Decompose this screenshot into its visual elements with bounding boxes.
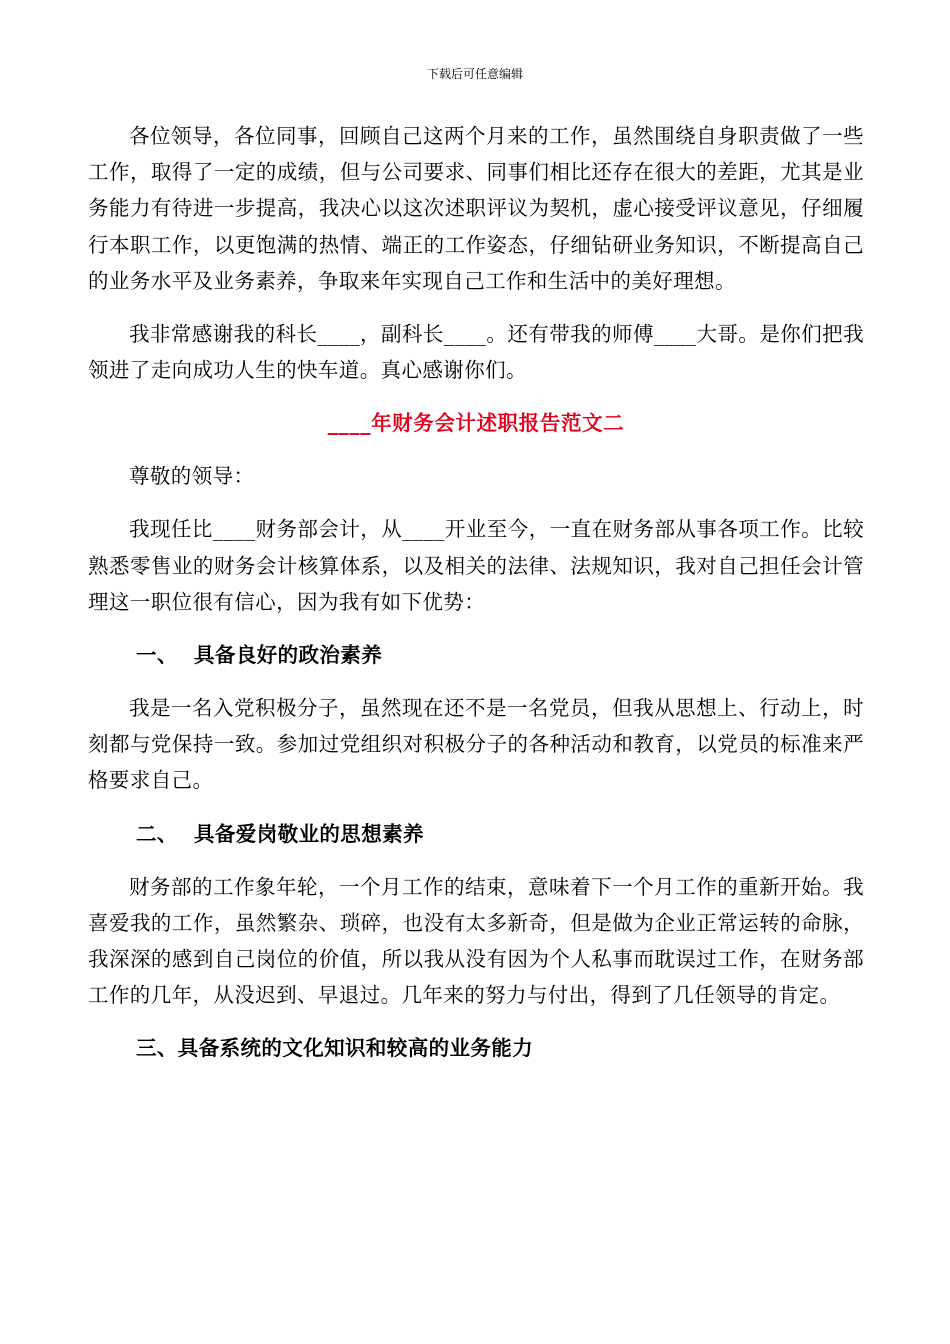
paragraph-review: 各位领导，各位同事，回顾自己这两个月来的工作，虽然围绕自身职责做了一些工作，取得了一定的成绩，但与公司要求、同事们相比还存在很大的差距，尤其是业务能力有待进一步提高，我决心以这次述职评议为契机，虚心接受评议意见，仔细履行本职工作，以更饱满的热情、端正的工作姿态，仔细钻研业务知识，不断提高自己的业务水平及业务素养，争取来年实现自己工作和生活中的美好理想。 xyxy=(88,124,864,293)
heading-text: 具备良好的政治素养 xyxy=(194,643,383,668)
heading-political xyxy=(88,637,864,673)
header-note: 下载后可任意编辑 xyxy=(426,67,523,81)
heading-dedication xyxy=(88,816,864,852)
paragraph-political: 我是一名入党积极分子，虽然现在还不是一名党员，但我从思想上、行动上，时刻都与党保持一致。参加过党组织对积极分子的各种活动和教育，以党员的标准来严格要求自己。 xyxy=(88,696,864,793)
paragraph-thanks: 我非常感谢我的科长____，副科长____。还有带我的师傅____大哥。是你们把我领进了走向成功人生的快车道。真心感谢你们。 xyxy=(88,322,864,383)
heading-text: 具备爱岗敬业的思想素养 xyxy=(194,821,424,846)
section-title: ____年财务会计述职报告范文二 xyxy=(327,411,625,436)
paragraph-dedication: 财务部的工作象年轮，一个月工作的结束，意味着下一个月工作的重新开始。我喜爱我的工作，虽然繁杂、琐碎，也没有太多新奇，但是做为企业正常运转的命脉，我深深的感到自己岗位的价值，所以我从没有因为个人私事而耽误过工作，在财务部工作的几年，从没迟到、早退过。几年来的努力与付出，得到了几任领导的肯定。 xyxy=(88,874,864,1008)
paragraph-intro: 我现任比____财务部会计，从____开业至今，一直在财务部从事各项工作。比较熟悉零售业的财务会计核算体系，以及相关的法律、法规知识，我对自己担任会计管理这一职位很有信心，因为我有如下优势： xyxy=(88,517,864,614)
heading-number: 二、 xyxy=(136,821,178,846)
document-body xyxy=(88,118,864,1066)
heading-number: 一、 xyxy=(136,643,178,668)
salutation: 尊敬的领导： xyxy=(129,464,255,489)
heading-knowledge: 三、具备系统的文化知识和较高的业务能力 xyxy=(136,1036,534,1061)
